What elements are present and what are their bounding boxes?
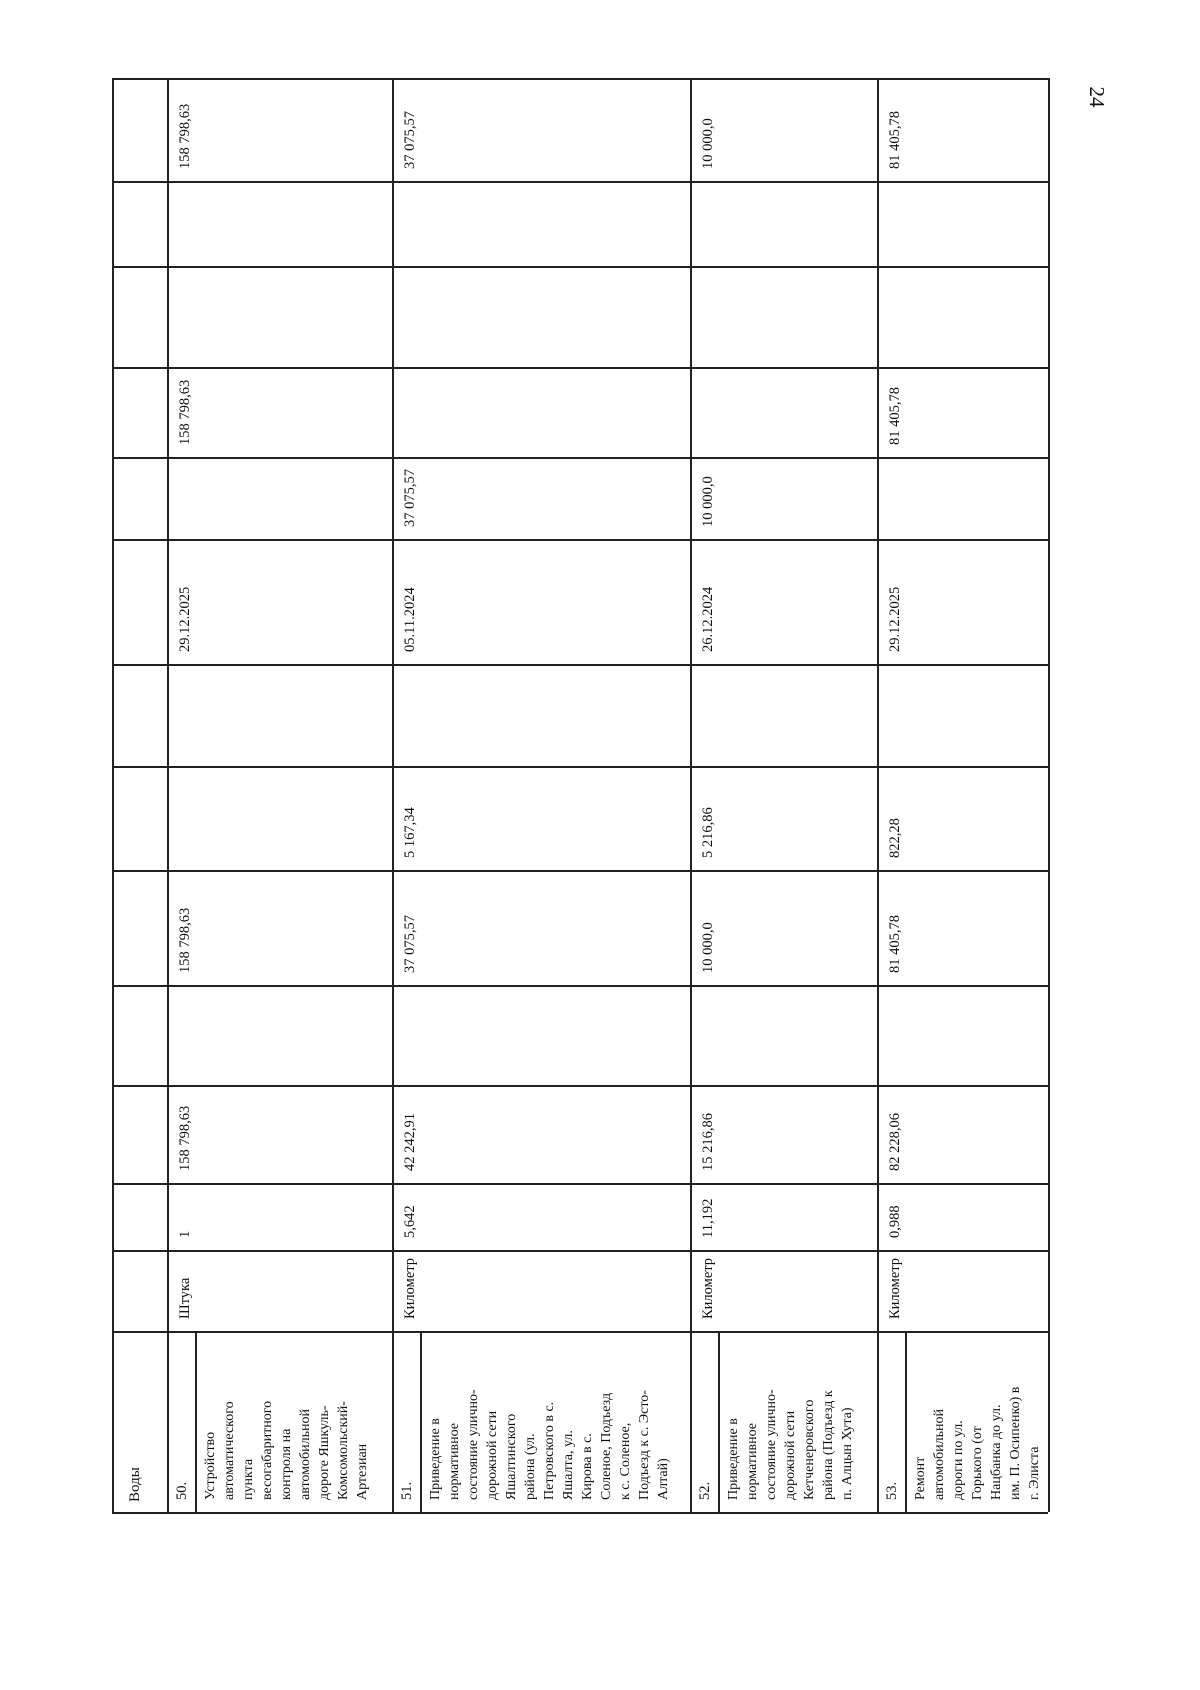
row-v8-cell [167, 367, 392, 457]
row-date-cell [690, 539, 877, 664]
row-v4-cell [167, 870, 392, 985]
row-unit-cell [690, 1250, 877, 1331]
row-v4-cell [392, 870, 690, 985]
row-date-cell [392, 539, 690, 664]
row-qty: 1 [177, 1230, 193, 1238]
table-row-rule [112, 181, 1048, 183]
row-date: 05.11.2024 [402, 587, 418, 652]
row-total: 42 242,91 [402, 1113, 418, 1171]
row-number: 52. [697, 1481, 713, 1500]
row-number: 53. [884, 1481, 900, 1500]
row-unit-cell [167, 1250, 392, 1331]
table-row-rule [112, 266, 1048, 268]
header-title-cell [112, 1331, 167, 1512]
row-v7-cell [690, 457, 877, 539]
table-row-rule [112, 985, 1048, 987]
row-v9: 10 000,0 [700, 118, 716, 169]
row-qty-cell [167, 1183, 392, 1250]
row-qty-cell [392, 1183, 690, 1250]
row-name-cell [718, 1331, 877, 1512]
row-v5: 5 216,86 [700, 807, 716, 858]
row-v5: 822,28 [887, 818, 903, 858]
row-v4-cell [690, 870, 877, 985]
row-v4: 81 405,78 [887, 915, 903, 973]
row-number: 51. [399, 1481, 415, 1500]
row-v4: 37 075,57 [402, 915, 418, 973]
row-v9: 81 405,78 [887, 111, 903, 169]
row-v9-cell [690, 78, 877, 181]
row-name-cell [420, 1331, 690, 1512]
page-number: 24 [1085, 86, 1109, 108]
table-column-rule [1048, 78, 1050, 1512]
row-v9: 37 075,57 [402, 111, 418, 169]
row-number-cell [167, 1331, 195, 1512]
row-v7-cell [877, 457, 1048, 539]
row-total-cell [167, 1085, 392, 1183]
row-date-cell [167, 539, 392, 664]
row-unit: Километр [402, 1257, 418, 1319]
row-v7-cell [167, 457, 392, 539]
row-name: Ремонт автомобильной дороги по ул. Горького (от Нацбанка до ул. им. П. Осипенко) в г. Элиста [913, 1386, 1042, 1500]
row-name: Устройство автоматического пункта весогабаритного контроля на автомобильной дороге Яшкуль- Комсомольский- Артезиан [203, 1400, 370, 1500]
row-v5-cell [392, 766, 690, 870]
row-name-cell [905, 1331, 1048, 1512]
row-number-cell [392, 1331, 420, 1512]
row-v5-cell [167, 766, 392, 870]
row-date: 26.12.2024 [700, 586, 716, 652]
row-v9-cell [877, 78, 1048, 181]
row-total-cell [392, 1085, 690, 1183]
row-qty: 0,988 [887, 1205, 903, 1238]
row-v8-cell [690, 367, 877, 457]
row-v7: 37 075,57 [402, 469, 418, 527]
row-v5-cell [690, 766, 877, 870]
row-unit: Километр [887, 1257, 903, 1319]
row-v9-cell [392, 78, 690, 181]
row-v5: 5 167,34 [402, 807, 418, 858]
row-number-cell [690, 1331, 718, 1512]
row-name-cell [195, 1331, 392, 1512]
row-v8: 158 798,63 [177, 379, 193, 445]
row-qty: 11,192 [700, 1198, 716, 1238]
row-qty: 5,642 [402, 1205, 418, 1238]
row-v9: 158 798,63 [177, 103, 193, 169]
row-unit: Штука [177, 1277, 193, 1319]
row-name: Приведение в нормативное состояние улично- дорожной сети Яшалтинского района (ул. Петровского в с. Яшалта, ул. Кирова в с. Соленое, Подъезд к с. Соленое, Подъезд к с. Эсто- Алтай) [428, 1389, 671, 1500]
row-qty-cell [690, 1183, 877, 1250]
row-v4: 10 000,0 [700, 922, 716, 973]
row-v8-cell [392, 367, 690, 457]
row-number-cell [877, 1331, 905, 1512]
row-date: 29.12.2025 [887, 586, 903, 652]
row-v4-cell [877, 870, 1048, 985]
row-v4: 158 798,63 [177, 907, 193, 973]
row-v7: 10 000,0 [700, 476, 716, 527]
row-unit: Километр [700, 1257, 716, 1319]
table-column-rule [112, 78, 114, 1512]
row-v8: 81 405,78 [887, 387, 903, 445]
header-title: Воды [127, 1467, 143, 1502]
row-v5-cell [877, 766, 1048, 870]
row-v7-cell [392, 457, 690, 539]
table-row-rule [112, 1512, 1048, 1514]
row-total: 158 798,63 [177, 1105, 193, 1171]
row-total-cell [690, 1085, 877, 1183]
row-number: 50. [174, 1481, 190, 1500]
row-v9-cell [167, 78, 392, 181]
row-date: 29.12.2025 [177, 586, 193, 652]
row-name: Приведение в нормативное состояние улично- дорожной сети Кетченеровского района (Подъезд к п. Алцын Хута) [726, 1389, 855, 1500]
row-date-cell [877, 539, 1048, 664]
row-total: 15 216,86 [700, 1113, 716, 1171]
row-v8-cell [877, 367, 1048, 457]
row-qty-cell [877, 1183, 1048, 1250]
row-total-cell [877, 1085, 1048, 1183]
table-row-rule [112, 664, 1048, 666]
row-unit-cell [392, 1250, 690, 1331]
row-unit-cell [877, 1250, 1048, 1331]
row-total: 82 228,06 [887, 1113, 903, 1171]
